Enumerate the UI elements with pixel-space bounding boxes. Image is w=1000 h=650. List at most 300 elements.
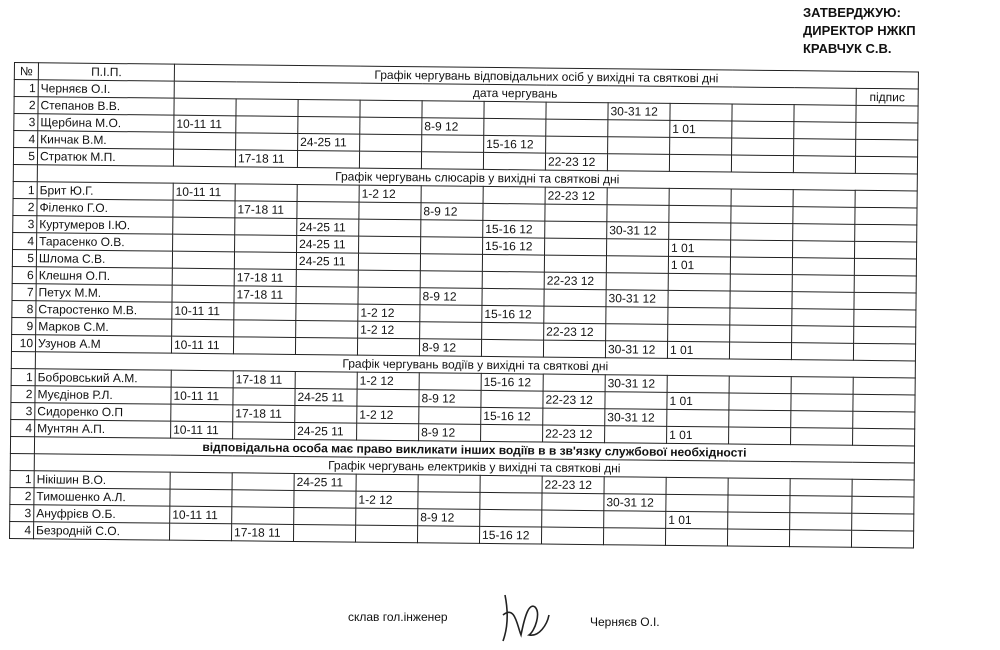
duty-date-cell xyxy=(173,149,235,167)
duty-date-cell xyxy=(421,220,483,238)
duty-date-cell: 22-23 12 xyxy=(543,391,605,409)
duty-date-cell xyxy=(603,528,665,546)
duty-date-cell xyxy=(481,339,543,357)
duty-date-cell xyxy=(235,184,297,202)
duty-date-cell: 24-25 11 xyxy=(297,218,359,236)
duty-date-cell xyxy=(543,340,605,358)
duty-date-cell: 22-23 12 xyxy=(542,476,604,494)
person-name: Кинчак В.М. xyxy=(38,131,174,149)
duty-date-cell xyxy=(794,122,856,140)
duty-date-cell xyxy=(232,507,294,525)
duty-date-cell: 24-25 11 xyxy=(295,422,357,440)
person-name: Узунов А.М xyxy=(35,335,171,353)
duty-date-cell: 10-11 11 xyxy=(171,336,233,354)
duty-date-cell: 17-18 11 xyxy=(234,269,296,287)
person-name: Філенко Г.О. xyxy=(37,199,173,217)
duty-date-cell xyxy=(791,343,853,361)
duty-date-cell: 8-9 12 xyxy=(419,390,481,408)
duty-date-cell: 24-25 11 xyxy=(295,388,357,406)
duty-date-cell xyxy=(791,394,853,412)
duty-date-cell xyxy=(731,155,793,173)
duty-date-cell xyxy=(855,224,917,242)
duty-date-cell xyxy=(298,99,360,117)
duty-date-cell xyxy=(356,508,418,526)
duty-date-cell xyxy=(545,221,607,239)
duty-date-cell: 1-2 12 xyxy=(357,406,419,424)
duty-date-cell: 8-9 12 xyxy=(420,288,482,306)
person-name: Безродній С.О. xyxy=(34,522,170,540)
duty-date-cell xyxy=(728,495,790,513)
duty-date-cell xyxy=(791,428,853,446)
duty-date-cell: 1 01 xyxy=(667,392,729,410)
duty-date-cell xyxy=(729,410,791,428)
duty-date-cell: 1-2 12 xyxy=(357,372,419,390)
duty-date-cell xyxy=(236,99,298,117)
duty-date-cell xyxy=(792,326,854,344)
duty-date-cell xyxy=(234,303,296,321)
duty-date-cell xyxy=(543,374,605,392)
person-name: Мунтян А.П. xyxy=(35,420,171,438)
duty-date-cell xyxy=(789,530,851,548)
duty-date-cell xyxy=(360,134,422,152)
approval-line-1: ЗАТВЕРДЖУЮ: xyxy=(803,5,901,20)
duty-date-cell xyxy=(542,493,604,511)
duty-date-cell xyxy=(543,408,605,426)
duty-date-cell xyxy=(544,255,606,273)
duty-date-cell xyxy=(359,151,421,169)
duty-date-cell xyxy=(236,116,298,134)
duty-date-cell: 1 01 xyxy=(668,256,730,274)
duty-date-cell: 30-31 12 xyxy=(606,290,668,308)
duty-date-cell: 17-18 11 xyxy=(235,201,297,219)
duty-date-cell xyxy=(422,135,484,153)
duty-date-cell: 8-9 12 xyxy=(421,203,483,221)
row-number: 7 xyxy=(12,283,36,300)
row-number: 1 xyxy=(10,470,34,487)
duty-date-cell: 22-23 12 xyxy=(543,425,605,443)
row-number: 4 xyxy=(14,131,38,148)
duty-date-cell xyxy=(295,371,357,389)
duty-date-cell: 22-23 12 xyxy=(544,323,606,341)
duty-date-cell xyxy=(358,270,420,288)
duty-date-cell xyxy=(484,101,546,119)
section-title: Графік чергувань електриків у вихідні та святкові дні xyxy=(34,454,914,480)
duty-date-cell: 15-16 12 xyxy=(483,220,545,238)
duty-date-cell xyxy=(235,235,297,253)
duty-date-cell xyxy=(171,370,233,388)
duty-date-cell xyxy=(541,527,603,545)
duty-date-cell xyxy=(233,388,295,406)
duty-date-cell xyxy=(728,512,790,530)
duty-date-cell xyxy=(420,271,482,289)
duty-date-cell xyxy=(546,102,608,120)
duty-date-cell: 10-11 11 xyxy=(171,387,233,405)
duty-date-cell xyxy=(483,152,545,170)
duty-date-cell: 17-18 11 xyxy=(231,524,293,542)
person-name: Марков С.М. xyxy=(36,318,172,336)
duty-date-cell: 10-11 11 xyxy=(174,115,236,133)
duty-date-cell xyxy=(790,479,852,497)
col-header-num: № xyxy=(14,63,38,80)
duty-date-cell xyxy=(542,510,604,528)
duty-date-cell: 8-9 12 xyxy=(418,509,480,527)
duty-date-cell xyxy=(232,473,294,491)
duty-date-cell xyxy=(606,273,668,291)
duty-date-cell xyxy=(794,105,856,123)
duty-date-cell xyxy=(294,490,356,508)
duty-date-cell xyxy=(358,287,420,305)
duty-date-cell xyxy=(608,137,670,155)
duty-date-cell xyxy=(668,290,730,308)
duty-date-cell xyxy=(298,116,360,134)
duty-date-cell xyxy=(730,257,792,275)
duty-date-cell: 1 01 xyxy=(669,239,731,257)
person-name: Клешня О.П. xyxy=(36,267,172,285)
duty-date-cell xyxy=(730,291,792,309)
signature xyxy=(495,585,555,650)
duty-date-cell xyxy=(422,101,484,119)
duty-date-cell xyxy=(297,184,359,202)
row-number: 2 xyxy=(10,487,34,504)
duty-date-cell: 1 01 xyxy=(667,426,729,444)
person-name: Тимошенко А.Л. xyxy=(34,488,170,506)
duty-date-cell xyxy=(419,373,481,391)
duty-date-cell xyxy=(855,190,917,208)
duty-date-cell xyxy=(853,394,915,412)
duty-date-cell xyxy=(295,405,357,423)
duty-date-cell xyxy=(481,390,543,408)
duty-date-cell xyxy=(790,496,852,514)
duty-date-cell xyxy=(235,218,297,236)
duty-date-cell xyxy=(607,205,669,223)
duty-date-cell xyxy=(170,489,232,507)
duty-date-cell xyxy=(172,319,234,337)
duty-date-cell: 1 01 xyxy=(666,511,728,529)
duty-date-cell xyxy=(730,308,792,326)
person-name: Тарасенко О.В. xyxy=(37,233,173,251)
row-number: 3 xyxy=(11,402,35,419)
row-number: 1 xyxy=(11,368,35,385)
duty-date-cell xyxy=(669,205,731,223)
compiled-by-name: Черняєв О.І. xyxy=(590,615,660,629)
duty-date-cell: 1-2 12 xyxy=(358,304,420,322)
duty-date-cell xyxy=(792,309,854,327)
person-name: Щербина М.О. xyxy=(38,114,174,132)
duty-date-cell xyxy=(604,477,666,495)
duty-date-cell xyxy=(730,240,792,258)
duty-date-cell xyxy=(482,322,544,340)
person-name: Стратюк М.П. xyxy=(37,148,173,166)
duty-date-cell: 17-18 11 xyxy=(235,150,297,168)
duty-date-cell xyxy=(732,121,794,139)
date-header: дата чергувань xyxy=(174,81,856,105)
row-number: 5 xyxy=(13,148,37,165)
duty-date-cell xyxy=(173,200,235,218)
duty-date-cell: 10-11 11 xyxy=(173,183,235,201)
duty-date-cell: 17-18 11 xyxy=(233,371,295,389)
duty-date-cell xyxy=(607,154,669,172)
duty-date-cell xyxy=(545,204,607,222)
duty-date-cell: 30-31 12 xyxy=(605,409,667,427)
duty-date-cell xyxy=(855,207,917,225)
duty-date-cell xyxy=(482,288,544,306)
row-number: 10 xyxy=(11,334,35,351)
duty-date-cell: 24-25 11 xyxy=(296,252,358,270)
duty-date-cell: 15-16 12 xyxy=(481,407,543,425)
duty-date-cell xyxy=(729,393,791,411)
duty-schedule-table xyxy=(9,62,919,548)
duty-date-cell xyxy=(792,292,854,310)
duty-date-cell xyxy=(851,530,913,548)
duty-date-cell xyxy=(730,325,792,343)
duty-date-cell xyxy=(854,241,916,259)
compiled-by-label: склав гол.інженер xyxy=(348,610,448,624)
row-number: 8 xyxy=(12,300,36,317)
duty-date-cell xyxy=(359,202,421,220)
duty-date-cell xyxy=(236,133,298,151)
duty-date-cell xyxy=(172,251,234,269)
duty-date-cell xyxy=(420,305,482,323)
duty-date-cell: 15-16 12 xyxy=(481,373,543,391)
col-header-name: П.І.П. xyxy=(38,63,174,81)
duty-date-cell xyxy=(297,150,359,168)
duty-date-cell xyxy=(856,122,918,140)
person-name: Сидоренко О.П xyxy=(35,403,171,421)
duty-date-cell: 15-16 12 xyxy=(483,237,545,255)
person-name: Шлома С.В. xyxy=(36,250,172,268)
person-name: Степанов В.В. xyxy=(38,97,174,115)
duty-date-cell xyxy=(482,254,544,272)
duty-date-cell xyxy=(732,138,794,156)
person-name: Муєдінов Р.Л. xyxy=(35,386,171,404)
duty-date-cell xyxy=(856,105,918,123)
row-number: 4 xyxy=(11,419,35,436)
duty-date-cell xyxy=(296,320,358,338)
duty-date-cell xyxy=(666,494,728,512)
duty-date-cell xyxy=(669,154,731,172)
duty-date-cell xyxy=(296,303,358,321)
duty-date-cell xyxy=(856,139,918,157)
duty-date-cell xyxy=(173,217,235,235)
duty-date-cell xyxy=(853,377,915,395)
duty-date-cell xyxy=(171,404,233,422)
duty-date-cell xyxy=(174,132,236,150)
duty-date-cell xyxy=(170,472,232,490)
duty-date-cell xyxy=(607,239,669,257)
duty-date-cell xyxy=(852,496,914,514)
duty-date-cell xyxy=(853,411,915,429)
duty-date-cell xyxy=(173,234,235,252)
duty-date-cell: 8-9 12 xyxy=(422,118,484,136)
duty-date-cell xyxy=(480,509,542,527)
duty-date-cell xyxy=(480,492,542,510)
duty-date-cell xyxy=(483,186,545,204)
duty-date-cell xyxy=(170,523,232,541)
duty-date-cell xyxy=(669,222,731,240)
duty-date-cell xyxy=(174,98,236,116)
duty-date-cell xyxy=(727,529,789,547)
duty-date-cell xyxy=(358,253,420,271)
sign-header: підпис xyxy=(856,88,918,106)
duty-date-cell xyxy=(359,219,421,237)
duty-date-cell xyxy=(232,490,294,508)
duty-date-cell xyxy=(668,324,730,342)
notice-text: відповідальна особа має право викликати інших водіїв в в зв'язку службової необхідності xyxy=(34,437,914,463)
duty-date-cell xyxy=(417,526,479,544)
person-name: Старостенко М.В. xyxy=(36,301,172,319)
duty-date-cell xyxy=(482,271,544,289)
row-number: 1 xyxy=(14,80,38,97)
duty-date-cell xyxy=(793,207,855,225)
duty-date-cell xyxy=(854,292,916,310)
duty-date-cell xyxy=(854,258,916,276)
duty-date-cell xyxy=(852,513,914,531)
duty-date-cell xyxy=(419,407,481,425)
duty-date-cell xyxy=(420,254,482,272)
duty-date-cell xyxy=(421,186,483,204)
duty-date-cell xyxy=(852,479,914,497)
row-number: 3 xyxy=(10,504,34,521)
duty-date-cell xyxy=(794,139,856,157)
duty-date-cell xyxy=(418,475,480,493)
duty-date-cell xyxy=(667,375,729,393)
duty-date-cell xyxy=(544,306,606,324)
duty-date-cell xyxy=(792,258,854,276)
duty-date-cell xyxy=(670,103,732,121)
duty-date-cell: 30-31 12 xyxy=(608,103,670,121)
duty-date-cell xyxy=(668,307,730,325)
duty-date-cell xyxy=(607,188,669,206)
duty-date-cell: 24-25 11 xyxy=(297,235,359,253)
duty-date-cell xyxy=(355,525,417,543)
duty-date-cell xyxy=(233,337,295,355)
person-name: Нікішин В.О. xyxy=(34,471,170,489)
duty-date-cell xyxy=(793,224,855,242)
approval-line-2: ДИРЕКТОР НЖКП xyxy=(803,23,916,38)
person-name: Куртумеров І.Ю. xyxy=(37,216,173,234)
duty-date-cell xyxy=(172,285,234,303)
person-name: Брит Ю.Г. xyxy=(37,182,173,200)
duty-date-cell xyxy=(357,338,419,356)
person-name: Черняєв О.І. xyxy=(38,80,174,98)
duty-date-cell: 10-11 11 xyxy=(171,421,233,439)
duty-date-cell xyxy=(546,136,608,154)
duty-date-cell xyxy=(791,377,853,395)
duty-date-cell: 1-2 12 xyxy=(359,185,421,203)
duty-date-cell xyxy=(604,511,666,529)
duty-date-cell xyxy=(545,238,607,256)
duty-date-cell: 30-31 12 xyxy=(607,222,669,240)
duty-date-cell xyxy=(669,188,731,206)
duty-date-cell: 15-16 12 xyxy=(484,135,546,153)
section-title: Графік чергувань слюсарів у вихідні та святкові дні xyxy=(37,165,917,191)
duty-date-cell xyxy=(731,189,793,207)
duty-date-cell: 1-2 12 xyxy=(356,491,418,509)
duty-date-cell: 24-25 11 xyxy=(294,473,356,491)
duty-date-cell xyxy=(484,118,546,136)
duty-date-cell xyxy=(546,119,608,137)
section-title: Графік чергувань відповідальних осіб у вихідні та святкові дні xyxy=(174,64,918,89)
duty-date-cell xyxy=(421,152,483,170)
duty-date-cell xyxy=(294,507,356,525)
duty-date-cell: 17-18 11 xyxy=(234,286,296,304)
duty-date-cell: 8-9 12 xyxy=(419,339,481,357)
duty-date-cell: 24-25 11 xyxy=(298,133,360,151)
duty-date-cell xyxy=(732,104,794,122)
duty-date-cell xyxy=(234,320,296,338)
duty-date-cell: 10-11 11 xyxy=(172,302,234,320)
duty-date-cell xyxy=(544,289,606,307)
duty-date-cell xyxy=(791,411,853,429)
duty-date-cell xyxy=(605,426,667,444)
duty-date-cell xyxy=(296,269,358,287)
duty-date-cell xyxy=(666,477,728,495)
row-number: 5 xyxy=(12,249,36,266)
duty-date-cell: 30-31 12 xyxy=(604,494,666,512)
duty-date-cell: 1 01 xyxy=(670,120,732,138)
approval-line-3: КРАВЧУК С.В. xyxy=(803,41,892,56)
duty-date-cell xyxy=(729,342,791,360)
duty-date-cell: 30-31 12 xyxy=(605,341,667,359)
row-number: 3 xyxy=(13,215,37,232)
duty-date-cell xyxy=(853,428,915,446)
duty-date-cell xyxy=(854,326,916,344)
duty-date-cell xyxy=(421,237,483,255)
duty-date-cell xyxy=(854,275,916,293)
row-number: 3 xyxy=(14,114,38,131)
person-name: Бобровський А.М. xyxy=(35,369,171,387)
duty-date-cell xyxy=(297,201,359,219)
duty-date-cell: 15-16 12 xyxy=(479,526,541,544)
duty-date-cell xyxy=(296,286,358,304)
duty-date-cell xyxy=(731,223,793,241)
duty-date-cell xyxy=(360,100,422,118)
duty-date-cell xyxy=(606,307,668,325)
row-number: 4 xyxy=(10,521,34,538)
duty-date-cell: 22-23 12 xyxy=(544,272,606,290)
duty-date-cell: 1-2 12 xyxy=(358,321,420,339)
duty-date-cell xyxy=(792,241,854,259)
duty-date-cell xyxy=(790,513,852,531)
duty-date-cell xyxy=(481,424,543,442)
row-number: 4 xyxy=(13,232,37,249)
duty-date-cell: 10-11 11 xyxy=(170,506,232,524)
duty-date-cell xyxy=(855,156,917,174)
duty-date-cell: 8-9 12 xyxy=(419,424,481,442)
duty-date-cell xyxy=(793,156,855,174)
duty-date-cell: 1 01 xyxy=(667,341,729,359)
duty-date-cell xyxy=(853,343,915,361)
row-number: 9 xyxy=(12,317,36,334)
duty-date-cell: 30-31 12 xyxy=(605,375,667,393)
row-number: 2 xyxy=(11,385,35,402)
duty-date-cell xyxy=(793,190,855,208)
duty-date-cell xyxy=(483,203,545,221)
duty-date-cell xyxy=(605,392,667,410)
row-number: 6 xyxy=(12,266,36,283)
duty-date-cell xyxy=(731,206,793,224)
duty-date-cell xyxy=(668,273,730,291)
duty-date-cell: 15-16 12 xyxy=(482,305,544,323)
duty-date-cell xyxy=(234,252,296,270)
person-name: Ануфрієв О.Б. xyxy=(34,505,170,523)
row-number: 1 xyxy=(13,181,37,198)
duty-date-cell xyxy=(665,528,727,546)
duty-date-cell: 22-23 12 xyxy=(545,153,607,171)
duty-date-cell xyxy=(356,474,418,492)
duty-date-cell xyxy=(606,324,668,342)
duty-date-cell xyxy=(360,117,422,135)
